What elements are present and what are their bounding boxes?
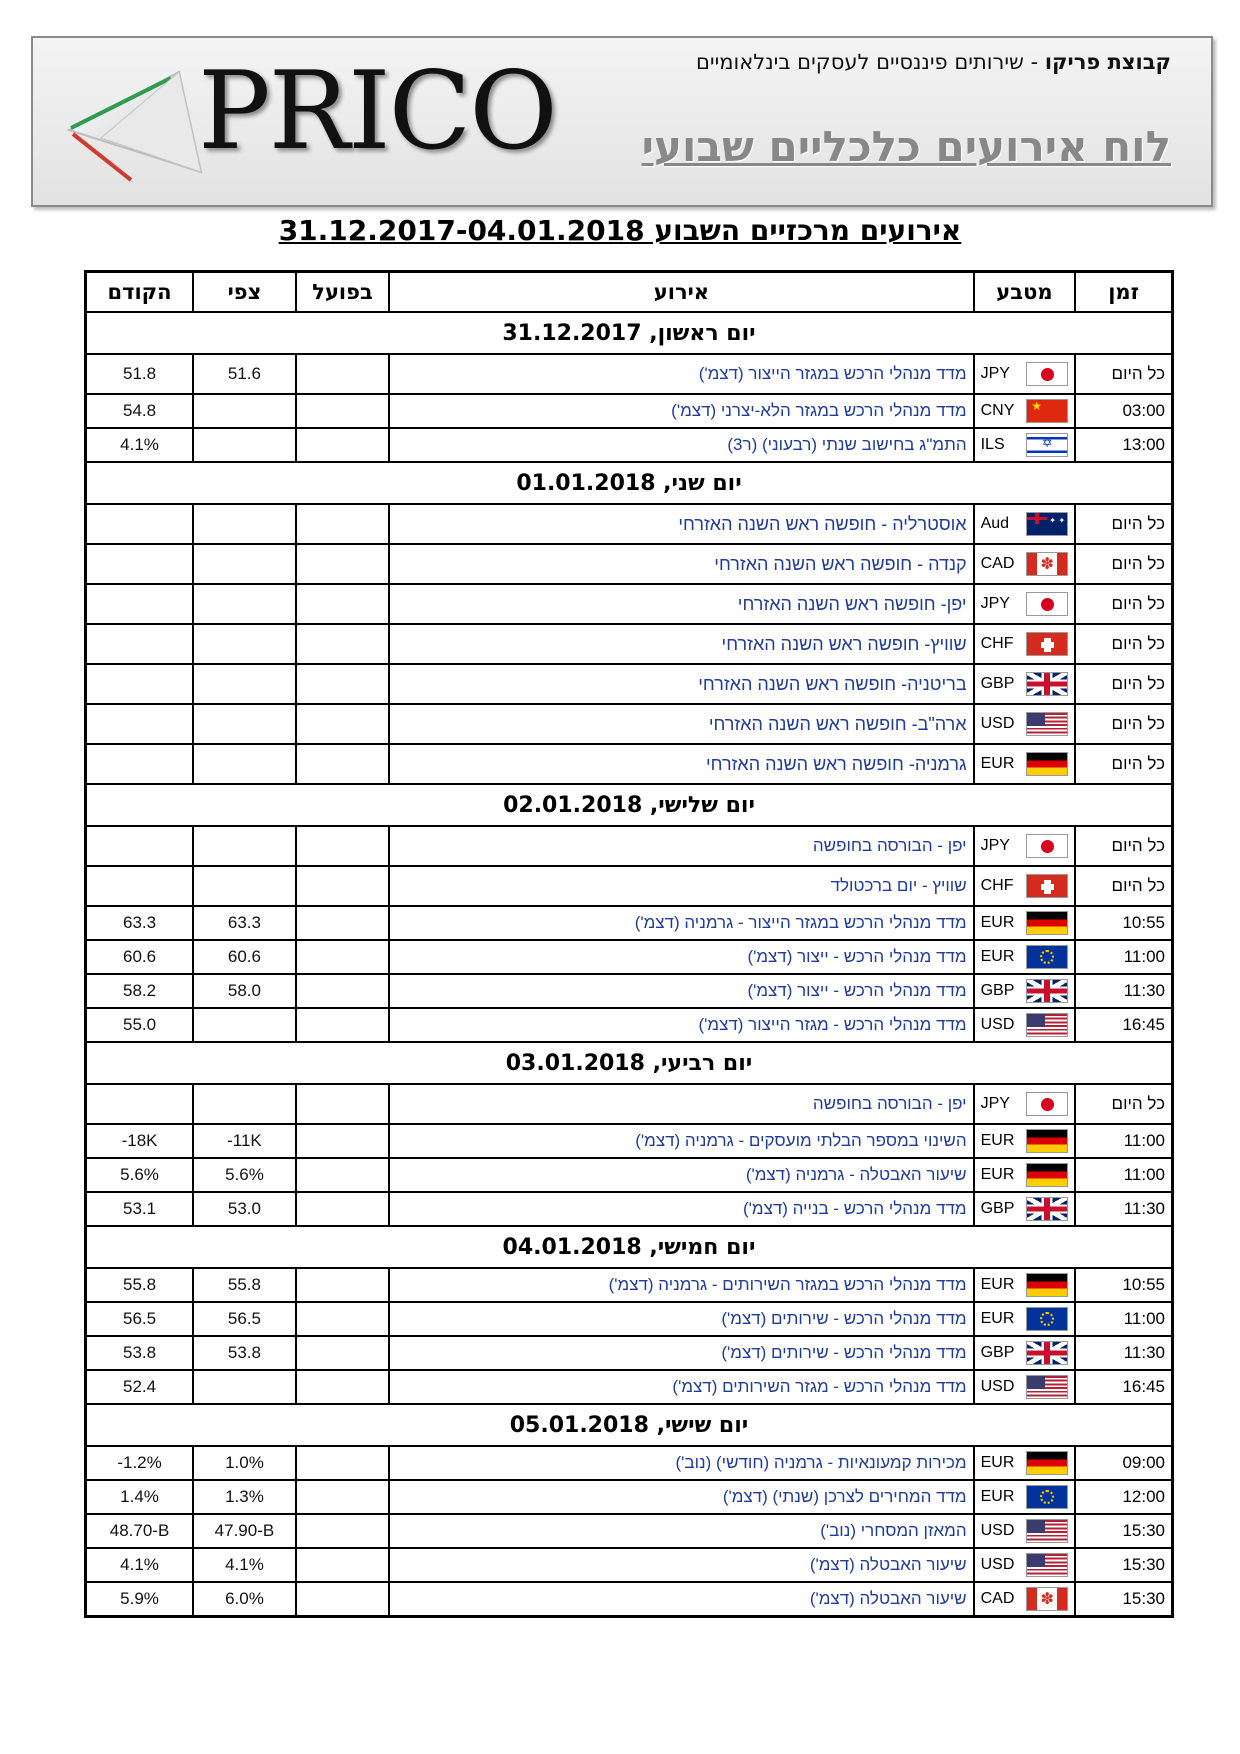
event-row [86, 1548, 1173, 1582]
time-cell: 15:30 [1075, 1514, 1172, 1548]
currency-code: USD [980, 1522, 1015, 1539]
event-cell: מדד מנהלי הרכש - בנייה (דצמ') [389, 1192, 973, 1226]
currency-code: JPY [980, 837, 1010, 854]
currency-cell [974, 664, 1076, 704]
event-row [86, 744, 1173, 784]
currency-code: EUR [980, 1276, 1015, 1293]
event-cell: שיעור האבטלה - גרמניה (דצמ') [389, 1158, 973, 1192]
currency-code: JPY [980, 595, 1010, 612]
flag-ca-icon [1026, 1587, 1068, 1611]
event-cell: יפן- חופשה ראש השנה האזרחי [389, 584, 973, 624]
currency-code: EUR [980, 1310, 1015, 1327]
time-cell: כל היום [1075, 1084, 1172, 1124]
actual-cell [296, 1370, 389, 1404]
day-label: יום שישי, 05.01.2018 [86, 1404, 1173, 1446]
day-header-row [86, 312, 1173, 354]
event-row [86, 826, 1173, 866]
event-row [86, 1480, 1173, 1514]
time-cell: כל היום [1075, 504, 1172, 544]
previous-cell: 63.3 [86, 906, 194, 940]
currency-code: GBP [980, 1344, 1015, 1361]
day-label: יום שלישי, 02.01.2018 [86, 784, 1173, 826]
actual-cell [296, 394, 389, 428]
event-cell: מדד מנהלי הרכש - שירותים (דצמ') [389, 1302, 973, 1336]
event-row [86, 704, 1173, 744]
flag-ca-icon [1026, 552, 1068, 576]
currency-code: EUR [980, 1454, 1015, 1471]
flag-us-icon [1026, 712, 1068, 736]
actual-cell [296, 584, 389, 624]
day-header-row [86, 784, 1173, 826]
flag-jp-icon [1026, 362, 1068, 386]
previous-cell: 56.5 [86, 1302, 194, 1336]
table-header-row [86, 272, 1173, 313]
actual-cell [296, 866, 389, 906]
flag-us-icon [1026, 1519, 1068, 1543]
actual-cell [296, 1514, 389, 1548]
currency-code: EUR [980, 1132, 1015, 1149]
event-row [86, 1084, 1173, 1124]
event-cell: שיעור האבטלה (דצמ') [389, 1582, 973, 1617]
time-cell: 11:00 [1075, 1158, 1172, 1192]
actual-cell [296, 974, 389, 1008]
page-title: אירועים מרכזיים השבוע 31.12.2017-04.01.2018 [278, 214, 962, 247]
event-cell: מדד מנהלי הרכש - ייצור (דצמ') [389, 940, 973, 974]
currency-code: USD [980, 1378, 1015, 1395]
previous-cell: 55.0 [86, 1008, 194, 1042]
forecast-cell: 1.3% [193, 1480, 296, 1514]
currency-code: GBP [980, 675, 1015, 692]
currency-code: GBP [980, 1200, 1015, 1217]
forecast-cell: 1.0% [193, 1446, 296, 1480]
currency-cell [974, 1336, 1076, 1370]
forecast-cell: 51.6 [193, 354, 296, 394]
forecast-cell: 53.8 [193, 1336, 296, 1370]
time-cell: כל היום [1075, 744, 1172, 784]
flag-de-icon [1026, 1163, 1068, 1187]
flag-au-icon [1026, 512, 1068, 536]
currency-cell [974, 1446, 1076, 1480]
col-header-actual: בפועל [296, 272, 389, 313]
flag-gb-icon [1026, 1341, 1068, 1365]
event-row [86, 544, 1173, 584]
event-row [86, 354, 1173, 394]
event-row [86, 1302, 1173, 1336]
time-cell: 11:00 [1075, 1124, 1172, 1158]
previous-cell [86, 826, 194, 866]
header-banner [31, 36, 1213, 207]
event-cell: מכירות קמעונאיות - גרמניה (חודשי) (נוב') [389, 1446, 973, 1480]
time-cell: 03:00 [1075, 394, 1172, 428]
event-cell: שוויץ- חופשה ראש השנה האזרחי [389, 624, 973, 664]
flag-de-icon [1026, 752, 1068, 776]
event-row [86, 1268, 1173, 1302]
event-row [86, 394, 1173, 428]
previous-cell: 51.8 [86, 354, 194, 394]
actual-cell [296, 1480, 389, 1514]
actual-cell [296, 826, 389, 866]
previous-cell: 5.6% [86, 1158, 194, 1192]
event-cell: מדד מנהלי הרכש במגזר השירותים - גרמניה (דצמ') [389, 1268, 973, 1302]
actual-cell [296, 354, 389, 394]
company-name: קבוצת פריקו [1044, 50, 1171, 74]
forecast-cell [193, 1008, 296, 1042]
currency-cell [974, 1158, 1076, 1192]
time-cell: כל היום [1075, 866, 1172, 906]
time-cell: 11:00 [1075, 1302, 1172, 1336]
currency-cell [974, 744, 1076, 784]
flag-us-icon [1026, 1013, 1068, 1037]
forecast-cell [193, 866, 296, 906]
time-cell: 16:45 [1075, 1008, 1172, 1042]
forecast-cell [193, 1370, 296, 1404]
actual-cell [296, 544, 389, 584]
currency-cell [974, 624, 1076, 664]
currency-code: EUR [980, 948, 1015, 965]
actual-cell [296, 624, 389, 664]
day-label: יום ראשון, 31.12.2017 [86, 312, 1173, 354]
currency-cell [974, 704, 1076, 744]
currency-cell [974, 906, 1076, 940]
currency-cell [974, 544, 1076, 584]
col-header-previous: הקודם [86, 272, 194, 313]
previous-cell: 60.6 [86, 940, 194, 974]
event-row [86, 1192, 1173, 1226]
event-row [86, 866, 1173, 906]
col-header-time: זמן [1075, 272, 1172, 313]
company-tagline [696, 50, 1171, 74]
forecast-cell: 5.6% [193, 1158, 296, 1192]
time-cell: 09:00 [1075, 1446, 1172, 1480]
previous-cell [86, 584, 194, 624]
event-row [86, 584, 1173, 624]
actual-cell [296, 1124, 389, 1158]
forecast-cell [193, 504, 296, 544]
forecast-cell: 53.0 [193, 1192, 296, 1226]
currency-code: EUR [980, 755, 1015, 772]
event-row [86, 428, 1173, 462]
currency-code: USD [980, 1556, 1015, 1573]
actual-cell [296, 1582, 389, 1617]
time-cell: 11:30 [1075, 974, 1172, 1008]
currency-cell [974, 1124, 1076, 1158]
time-cell: כל היום [1075, 704, 1172, 744]
flag-de-icon [1026, 911, 1068, 935]
previous-cell [86, 744, 194, 784]
currency-code: JPY [980, 1095, 1010, 1112]
event-cell: גרמניה- חופשה ראש השנה האזרחי [389, 744, 973, 784]
forecast-cell: 55.8 [193, 1268, 296, 1302]
actual-cell [296, 1548, 389, 1582]
previous-cell: 53.1 [86, 1192, 194, 1226]
currency-cell [974, 504, 1076, 544]
flag-us-icon [1026, 1375, 1068, 1399]
event-cell: שוויץ - יום ברכטולד [389, 866, 973, 906]
time-cell: 16:45 [1075, 1370, 1172, 1404]
forecast-cell [193, 744, 296, 784]
time-cell: 11:00 [1075, 940, 1172, 974]
previous-cell: 53.8 [86, 1336, 194, 1370]
currency-cell [974, 394, 1076, 428]
previous-cell: 4.1% [86, 1548, 194, 1582]
actual-cell [296, 504, 389, 544]
event-row [86, 1446, 1173, 1480]
forecast-cell: 60.6 [193, 940, 296, 974]
event-cell: מדד מנהלי הרכש במגזר הייצור - גרמניה (דצמ') [389, 906, 973, 940]
currency-code: CAD [980, 1590, 1015, 1607]
event-cell: יפן - הבורסה בחופשה [389, 1084, 973, 1124]
day-label: יום רביעי, 03.01.2018 [86, 1042, 1173, 1084]
currency-cell [974, 826, 1076, 866]
forecast-cell: 4.1% [193, 1548, 296, 1582]
day-header-row [86, 1404, 1173, 1446]
currency-code: GBP [980, 982, 1015, 999]
forecast-cell [193, 664, 296, 704]
currency-code: EUR [980, 914, 1015, 931]
time-cell: 10:55 [1075, 906, 1172, 940]
time-cell: כל היום [1075, 354, 1172, 394]
previous-cell: -1.2% [86, 1446, 194, 1480]
event-row [86, 1158, 1173, 1192]
event-row [86, 1514, 1173, 1548]
event-cell: מדד מנהלי הרכש - ייצור (דצמ') [389, 974, 973, 1008]
flag-eu-icon [1026, 1307, 1068, 1331]
currency-cell [974, 940, 1076, 974]
actual-cell [296, 744, 389, 784]
flag-ch-icon [1026, 874, 1068, 898]
event-cell: מדד המחירים לצרכן (שנתי) (דצמ') [389, 1480, 973, 1514]
col-header-event: אירוע [389, 272, 973, 313]
currency-cell [974, 866, 1076, 906]
event-row [86, 1582, 1173, 1617]
previous-cell: 4.1% [86, 428, 194, 462]
time-cell: כל היום [1075, 544, 1172, 584]
previous-cell: 54.8 [86, 394, 194, 428]
actual-cell [296, 1084, 389, 1124]
previous-cell: -18K [86, 1124, 194, 1158]
day-label: יום חמישי, 04.01.2018 [86, 1226, 1173, 1268]
flag-de-icon [1026, 1273, 1068, 1297]
event-cell: השינוי במספר הבלתי מועסקים - גרמניה (דצמ') [389, 1124, 973, 1158]
currency-cell [974, 1084, 1076, 1124]
event-cell: מדד מנהלי הרכש - שירותים (דצמ') [389, 1336, 973, 1370]
event-row [86, 664, 1173, 704]
event-row [86, 1124, 1173, 1158]
currency-cell [974, 1008, 1076, 1042]
event-cell: קנדה - חופשה ראש השנה האזרחי [389, 544, 973, 584]
flag-us-icon [1026, 1553, 1068, 1577]
currency-code: USD [980, 715, 1015, 732]
currency-code: JPY [980, 365, 1010, 382]
event-row [86, 624, 1173, 664]
event-row [86, 1336, 1173, 1370]
day-label: יום שני, 01.01.2018 [86, 462, 1173, 504]
forecast-cell [193, 826, 296, 866]
currency-cell [974, 1192, 1076, 1226]
prico-logo-mark [61, 68, 221, 188]
actual-cell [296, 704, 389, 744]
day-header-row [86, 462, 1173, 504]
currency-cell [974, 1514, 1076, 1548]
flag-jp-icon [1026, 834, 1068, 858]
previous-cell [86, 544, 194, 584]
actual-cell [296, 1336, 389, 1370]
actual-cell [296, 940, 389, 974]
tagline-text: - שירותים פיננסיים לעסקים בינלאומיים [695, 50, 1045, 74]
forecast-cell: -11K [193, 1124, 296, 1158]
day-header-row [86, 1226, 1173, 1268]
event-cell: מדד מנהלי הרכש - מגזר הייצור (דצמ') [389, 1008, 973, 1042]
forecast-cell: 47.90-B [193, 1514, 296, 1548]
currency-code: CNY [980, 402, 1015, 419]
event-row [86, 940, 1173, 974]
board-title: לוח אירועים כלכליים שבועי [641, 122, 1171, 171]
event-row [86, 1008, 1173, 1042]
previous-cell [86, 704, 194, 744]
flag-de-icon [1026, 1129, 1068, 1153]
forecast-cell: 56.5 [193, 1302, 296, 1336]
flag-gb-icon [1026, 1197, 1068, 1221]
flag-ch-icon [1026, 632, 1068, 656]
currency-cell [974, 1268, 1076, 1302]
currency-cell [974, 1370, 1076, 1404]
event-cell: בריטניה- חופשה ראש השנה האזרחי [389, 664, 973, 704]
forecast-cell [193, 394, 296, 428]
actual-cell [296, 906, 389, 940]
actual-cell [296, 1192, 389, 1226]
time-cell: כל היום [1075, 664, 1172, 704]
time-cell: 15:30 [1075, 1548, 1172, 1582]
currency-code: Aud [980, 515, 1010, 532]
col-header-currency: מטבע [974, 272, 1076, 313]
previous-cell: 55.8 [86, 1268, 194, 1302]
event-cell: מדד מנהלי הרכש במגזר הייצור (דצמ') [389, 354, 973, 394]
previous-cell: 48.70-B [86, 1514, 194, 1548]
currency-code: EUR [980, 1166, 1015, 1183]
time-cell: כל היום [1075, 826, 1172, 866]
event-cell: מדד מנהלי הרכש - מגזר השירותים (דצמ') [389, 1370, 973, 1404]
previous-cell: 58.2 [86, 974, 194, 1008]
prico-logo-text: PRICO [198, 49, 556, 174]
flag-jp-icon [1026, 592, 1068, 616]
previous-cell [86, 504, 194, 544]
actual-cell [296, 1268, 389, 1302]
currency-code: CHF [980, 635, 1014, 652]
col-header-forecast: צפי [193, 272, 296, 313]
previous-cell [86, 624, 194, 664]
time-cell: 15:30 [1075, 1582, 1172, 1617]
actual-cell [296, 428, 389, 462]
event-cell: שיעור האבטלה (דצמ') [389, 1548, 973, 1582]
event-cell: המאזן המסחרי (נוב') [389, 1514, 973, 1548]
currency-code: ILS [980, 436, 1005, 453]
event-row [86, 974, 1173, 1008]
forecast-cell [193, 428, 296, 462]
currency-cell [974, 1548, 1076, 1582]
actual-cell [296, 664, 389, 704]
event-cell: אוסטרליה - חופשה ראש השנה האזרחי [389, 504, 973, 544]
time-cell: כל היום [1075, 584, 1172, 624]
currency-cell [974, 1582, 1076, 1617]
time-cell: 10:55 [1075, 1268, 1172, 1302]
day-header-row [86, 1042, 1173, 1084]
currency-code: CHF [980, 877, 1014, 894]
previous-cell: 52.4 [86, 1370, 194, 1404]
flag-gb-icon [1026, 672, 1068, 696]
currency-cell [974, 428, 1076, 462]
previous-cell [86, 1084, 194, 1124]
event-cell: יפן - הבורסה בחופשה [389, 826, 973, 866]
forecast-cell: 58.0 [193, 974, 296, 1008]
currency-cell [974, 584, 1076, 624]
event-cell: ארה"ב- חופשה ראש השנה האזרחי [389, 704, 973, 744]
actual-cell [296, 1446, 389, 1480]
time-cell: כל היום [1075, 624, 1172, 664]
flag-gb-icon [1026, 979, 1068, 1003]
actual-cell [296, 1008, 389, 1042]
forecast-cell [193, 624, 296, 664]
previous-cell [86, 664, 194, 704]
forecast-cell [193, 584, 296, 624]
flag-de-icon [1026, 1451, 1068, 1475]
actual-cell [296, 1158, 389, 1192]
currency-code: CAD [980, 555, 1015, 572]
forecast-cell [193, 704, 296, 744]
time-cell: 12:00 [1075, 1480, 1172, 1514]
forecast-cell [193, 544, 296, 584]
events-table [84, 270, 1174, 1618]
actual-cell [296, 1302, 389, 1336]
event-row [86, 1370, 1173, 1404]
event-row [86, 504, 1173, 544]
currency-cell [974, 354, 1076, 394]
forecast-cell: 63.3 [193, 906, 296, 940]
event-row [86, 906, 1173, 940]
currency-cell [974, 1480, 1076, 1514]
currency-cell [974, 974, 1076, 1008]
previous-cell: 5.9% [86, 1582, 194, 1617]
previous-cell [86, 866, 194, 906]
flag-jp-icon [1026, 1092, 1068, 1116]
flag-eu-icon [1026, 1485, 1068, 1509]
flag-il-icon [1026, 433, 1068, 457]
time-cell: 11:30 [1075, 1192, 1172, 1226]
currency-cell [974, 1302, 1076, 1336]
event-cell: מדד מנהלי הרכש במגזר הלא-יצרני (דצמ') [389, 394, 973, 428]
previous-cell: 1.4% [86, 1480, 194, 1514]
currency-code: EUR [980, 1488, 1015, 1505]
flag-eu-icon [1026, 945, 1068, 969]
time-cell: 11:30 [1075, 1336, 1172, 1370]
event-cell: התמ"ג בחישוב שנתי (רבעוני) (ר3) [389, 428, 973, 462]
forecast-cell: 6.0% [193, 1582, 296, 1617]
forecast-cell [193, 1084, 296, 1124]
flag-cn-icon [1026, 399, 1068, 423]
time-cell: 13:00 [1075, 428, 1172, 462]
currency-code: USD [980, 1016, 1015, 1033]
